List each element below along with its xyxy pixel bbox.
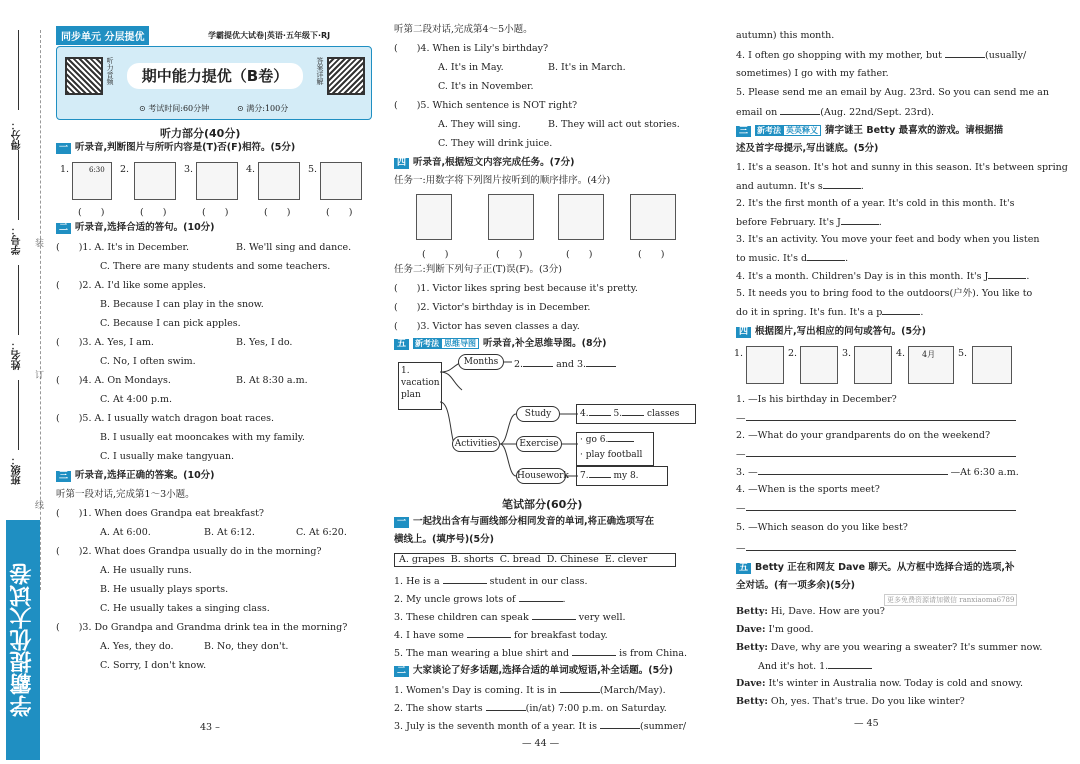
page-43: 同步单元 分层提优 学霸提优大试卷|英语·五年级下·RJ 听力音频 期中能力提优（B卷） 答案详解 ⊙ 考试时间:60分钟 ⊙ 满分:100分 听力部分(40分) 一 听录音,判断图片与所听内容是(T)否(F)相符。(5分) 1. 6:30 2. 3. 4. 5. ( ) ( ) ( ) ( ) ( ) 二 听录音,选择合适的答句。(10分) ( )1. A. It's in December. B. We'll sing and dance. C. There are many students and some teachers. ( )2. A. I'd like some apples. B. Because I can play in the snow. C. Because I can pick apples. ( )3. A. Yes, I am. B. Yes, I do. C. No, I often swim. ( )4. A. On Mondays. B. At 8:30 a.m. C. At 4:00 p.m. ( )5. A. I usually watch dragon boat races. B. I usually eat mooncakes with my family. C. I usually make tangyuan. 三 听录音,选择正确的答案。(10分) 听第一段对话,完成第1～3小题。 ( )1. When does Grandpa eat breakfast? A. At 6:00. B. At 6:12. C. At 6:20. ( )2. What does Grandpa usually do in the morning? A. He usually runs. B. He usually plays sports. C. He usually takes a singing class. ( )3. Do Grandpa and Grandma drink tea in the morning? A. Yes, they do. B. No, they don't. C. Sorry, I don't know. 43 –: [50, 22, 375, 742]
w4-title: 四 根据图片,写出相应的问句或答句。(5分): [736, 326, 926, 338]
picture-shopping: [258, 162, 300, 200]
page-number-44: — 44 —: [522, 738, 560, 749]
picture-snowman: [972, 346, 1012, 384]
w2-title: 二 大家谈论了好多话题,选择合适的单词或短语,补全话题。(5分): [394, 665, 673, 677]
node-study: Study: [516, 406, 560, 422]
picture-kids-clock: [558, 194, 604, 240]
w1-title: 一 一起找出含有与画线部分相同发音的单词,将正确选项写在: [394, 516, 654, 528]
qr-left-label: 听力音频: [106, 57, 114, 85]
listening-title: 听力部分(40分): [160, 127, 241, 140]
picture-birthday: [746, 346, 784, 384]
name-label: 姓名：: [12, 340, 23, 370]
title-box: [56, 46, 372, 120]
class-label: 班级：: [12, 455, 23, 485]
page-number-43: 43 –: [200, 722, 220, 733]
page-number-45: — 45: [854, 718, 879, 729]
full-score: ⊙ 满分:100分: [237, 104, 289, 113]
qr-right-label: 答案详解: [316, 57, 324, 85]
s4-title: 四 听录音,根据短文内容完成任务。(7分): [394, 157, 574, 169]
exam-time: ⊙ 考试时间:60分钟: [139, 104, 210, 113]
picture-boy-bag: [196, 162, 238, 200]
binding-strip: [0, 0, 45, 764]
s4-task1: 任务一:用数字将下列图片按听到的顺序排序。(4分): [394, 175, 611, 186]
margin-mark-1: 装: [35, 239, 45, 249]
picture-tv: [630, 194, 676, 240]
s4-task2: 任务二:判断下列句子正(T)误(F)。(3分): [394, 264, 562, 275]
picture-cooking: [134, 162, 176, 200]
node-exercise: Exercise: [516, 436, 562, 452]
page-45: autumn) this month. 4. I often go shopping with my mother, but (usually/ sometimes) I go with my father. 5. Please send me an email by Aug. 23rd. So you can send me an email on (Aug. 22nd/Sept. 23rd). 三 新考法 英英释义 猜字谜王 Betty 最喜欢的游戏。请根据描 述及首字母提示,写出谜底。(5分) 1. It's a season. It's hot and sunny in this season. It's between spring and autumn. It's s . 2. It's the first month of a year. It's cold in this month. It's before February. It's J . 3. It's an activity. You move your feet and body when you listen to music. It's d . 4. It's a month. Children's Day is in this month. It's J . 5. It needs you to bring food to the outdoors(户外). You like to do it in spring. It's fun. It's a p . 四 根据图片,写出相应的问句或答句。(5分) 1. 2. 3. 4. 4月 5. 1. —Is his birthday in December? — 2. —What do your grandparents do on the weekend? — 3. — —At 6:30 a.m. 4. —When is the sports meet? — 5. —Which season do you like best? — 五 Betty 正在和网友 Dave 聊天。从方框中选择合适的选项,补 全对话。(有一项多余)(5分) 更多免费资源请加微信 ranxiaoma6789 Betty: Hi, Dave. How are you? Dave: I'm good. Betty: Dave, why are you wearing a sweater? It's summer now. And it's hot. 1. Dave: It's winter in Australia now. Today is cold and snowy. Betty: Oh, yes. That's true. Do you like winter? — 45: [734, 30, 1068, 729]
picture-boy: [416, 194, 452, 240]
picture-clock: 6:30: [72, 162, 112, 200]
w5-title: 五 Betty 正在和网友 Dave 聊天。从方框中选择合适的选项,补: [736, 562, 1014, 574]
id-label: 学号：: [12, 225, 23, 255]
writing-title: 笔试部分(60分): [502, 498, 583, 511]
picture-grandparents: [800, 346, 838, 384]
s1-title: 一 听录音,判断图片与所听内容是(T)否(F)相符。(5分): [56, 142, 295, 154]
picture-calendar: 4月: [908, 346, 954, 384]
brand-vertical: 学霸提优大试卷: [6, 520, 40, 760]
s2-title: 二 听录音,选择合适的答句。(10分): [56, 222, 215, 234]
w3-title: 三 新考法 英英释义 猜字谜王 Betty 最喜欢的游戏。请根据描: [736, 125, 1003, 137]
picture-boy-snow: [320, 162, 362, 200]
w1-options: A. grapes B. shorts C. bread D. Chinese E. clever: [394, 553, 676, 567]
node-months: Months: [458, 354, 504, 370]
qr-right: [327, 57, 365, 95]
s5-title: 五 新考法 思维导图 听录音,补全思维导图。(8分): [394, 338, 606, 350]
picture-classroom: [488, 194, 534, 240]
book-info: 学霸提优大试卷|英语·五年级下·RJ: [208, 31, 331, 40]
margin-mark-2: 订: [35, 371, 45, 381]
picture-sunrise: [854, 346, 892, 384]
watermark: 更多免费资源请加微信 ranxiaoma6789: [884, 594, 1017, 606]
mind-map: 1. vacation plan Months 2. and 3. Activities Study 4. 5. classes Exercise · go 6. · play football Housework 7. my 8.: [392, 352, 710, 492]
node-housework: Housework: [516, 468, 566, 484]
margin-mark-3: 线: [35, 501, 45, 511]
exam-title: 期中能力提优（B卷）: [127, 63, 303, 89]
node-plan: 1. vacation plan: [398, 362, 442, 410]
node-activities: Activities: [452, 436, 500, 452]
page-44: 听第二段对话,完成第4～5小题。 ( )4. When is Lily's birthday? A. It's in May. B. It's in March. C. It's in November. ( )5. Which sentence is NOT right? A. They will sing. B. They will act out stories. C. They will drink juice. 四 听录音,根据短文内容完成任务。(7分) 任务一:用数字将下列图片按听到的顺序排序。(4分) ( ) ( ) ( ) ( ) 任务二:判断下列句子正(T)误(F)。(3分) ( )1. Victor likes spring best because it's pretty. ( )2. Victor's birthday is in December. ( )3. Victor has seven classes a day. 五 新考法 思维导图 听录音,补全思维导图。(8分) 1. vacation plan Months 2. and 3. Activities Study 4. 5. classes Exercise · go 6. · play football Housework 7. my 8. 笔试部分(60分) 一 一起找出含有与画线部分相同发音的单词,将正确选项写在 横线上。(填序号)(5分) A. grapes B. shorts C. bread D. Chinese E. clever 1. He is a student in our class. 2. My uncle grows lots of . 3. These children can speak very well. 4. I have some for breakfast today. 5. The man wearing a blue shirt and is from China. 二 大家谈论了好多话题,选择合适的单词或短语,补全话题。(5分) 1. Women's Day is coming. It is in (March/May). 2. The show starts (in/at) 7:00 p.m. on Saturday. 3. July is the seventh month of a year. It is (summer/ — 44 —: [392, 22, 710, 742]
s3-title: 三 听录音,选择正确的答案。(10分): [56, 470, 215, 482]
series-banner: 同步单元 分层提优: [56, 26, 149, 45]
qr-left: [65, 57, 103, 95]
score-label: 得分：: [12, 120, 23, 150]
